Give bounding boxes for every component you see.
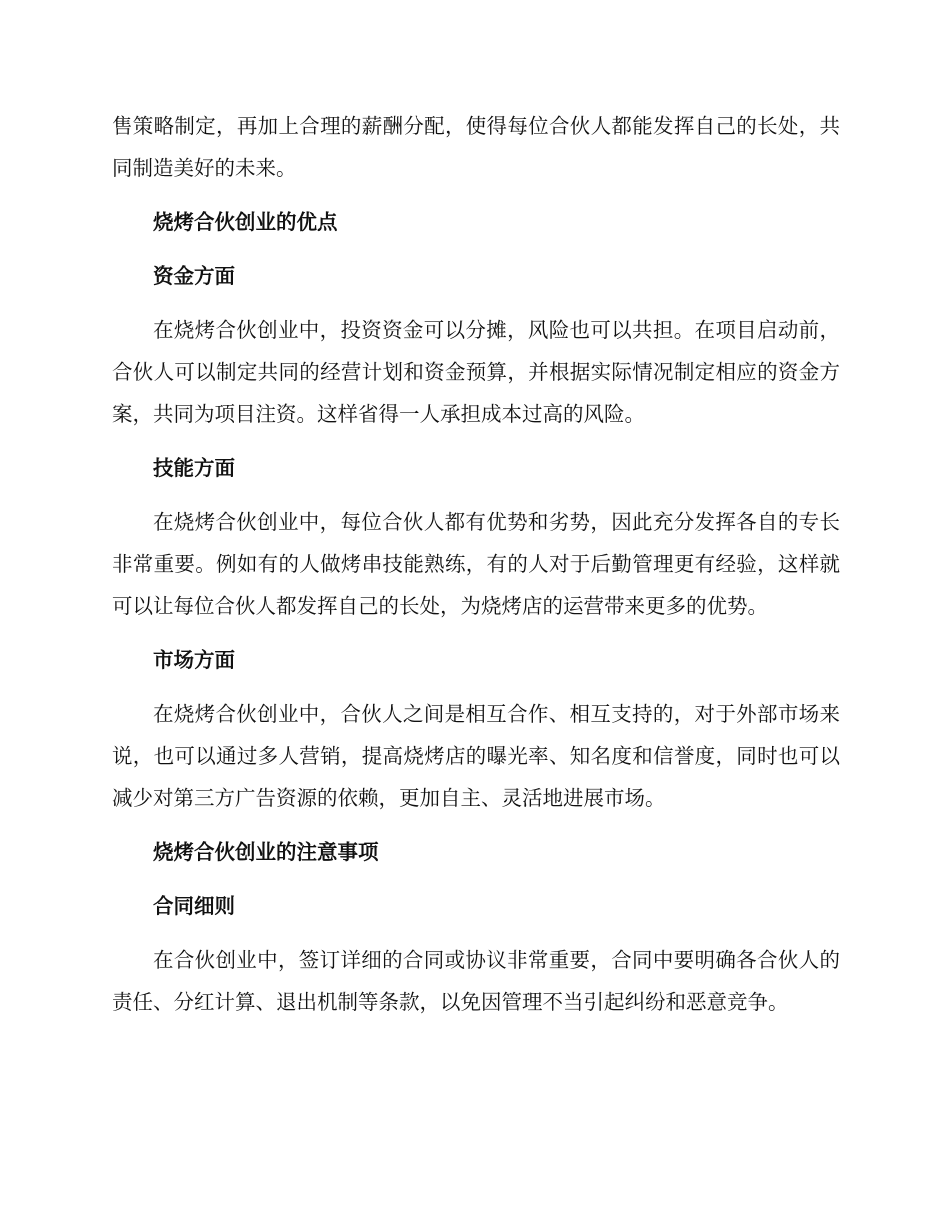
- subsection-heading-contract: 合同细则: [153, 894, 235, 918]
- section-heading-precautions: 烧烤合伙创业的注意事项: [153, 840, 379, 864]
- subsection-heading-skills: 技能方面: [153, 456, 235, 480]
- paragraph-contract: 在合伙创业中，签订详细的合同或协议非常重要，合同中要明确各合伙人的责任、分红计算、退出机制等条款，以免因管理不当引起纠纷和恶意竞争。: [112, 948, 840, 1014]
- paragraph-funding: 在烧烤合伙创业中，投资资金可以分摊，风险也可以共担。在项目启动前，合伙人可以制定共同的经营计划和资金预算，并根据实际情况制定相应的资金方案，共同为项目注资。这样省得一人承担成本过高的风险。: [112, 318, 840, 426]
- paragraph-skills: 在烧烤合伙创业中，每位合伙人都有优势和劣势，因此充分发挥各自的专长非常重要。例如有的人做烤串技能熟练，有的人对于后勤管理更有经验，这样就可以让每位合伙人都发挥自己的长处，为烧烤店的运营带来更多的优势。: [112, 510, 840, 618]
- paragraph-continued: 售策略制定，再加上合理的薪酬分配，使得每位合伙人都能发挥自己的长处，共同制造美好的未来。: [112, 114, 840, 180]
- document-body: [112, 105, 840, 1023]
- subsection-heading-market: 市场方面: [153, 648, 235, 672]
- subsection-heading-funding: 资金方面: [153, 264, 235, 288]
- paragraph-market: 在烧烤合伙创业中，合伙人之间是相互合作、相互支持的，对于外部市场来说，也可以通过多人营销，提高烧烤店的曝光率、知名度和信誉度，同时也可以减少对第三方广告资源的依赖，更加自主、灵活地进展市场。: [112, 702, 840, 810]
- section-heading-advantages: 烧烤合伙创业的优点: [153, 210, 338, 234]
